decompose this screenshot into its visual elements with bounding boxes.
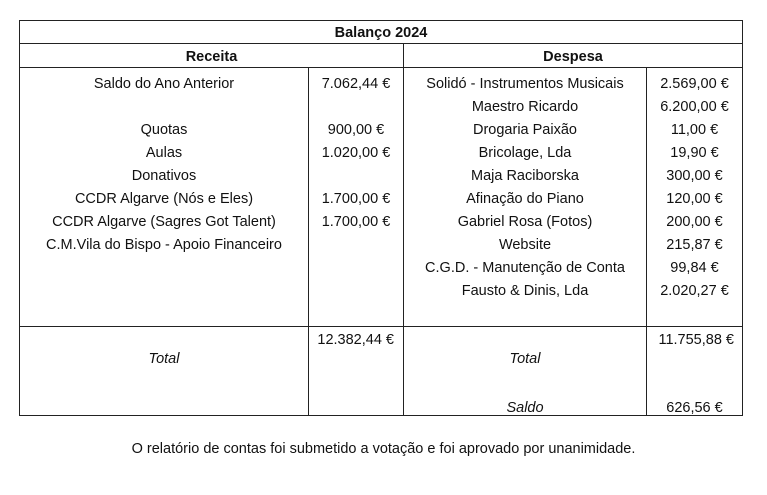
receita-amount-1: 900,00 € <box>327 122 385 138</box>
header-divider <box>20 67 742 68</box>
saldo-label: Saldo <box>506 400 544 416</box>
despesa-total-label: Total <box>509 351 541 367</box>
receita-label-0: Saldo do Ano Anterior <box>93 76 235 92</box>
receita-amount-2: 1.020,00 € <box>321 145 391 161</box>
despesa-label-6: Gabriel Rosa (Fotos) <box>457 214 593 230</box>
approval-note: O relatório de contas foi submetido a votação e foi aprovado por unanimidade. <box>131 441 636 457</box>
saldo-amount: 626,56 € <box>666 400 723 416</box>
despesa-label-2: Drogaria Paixão <box>473 122 577 138</box>
despesa-label-4: Maja Raciborska <box>471 168 579 184</box>
receita-label-1: Quotas <box>140 122 188 138</box>
title-divider <box>20 43 742 44</box>
despesa-label-5: Afinação do Piano <box>466 191 584 207</box>
despesa-label-7: Website <box>498 237 552 253</box>
receita-amount-5: 1.700,00 € <box>321 214 391 230</box>
despesa-header: Despesa <box>543 49 603 65</box>
despesa-label-9: Fausto & Dinis, Lda <box>461 283 589 299</box>
despesa-amount-7: 215,87 € <box>666 237 723 253</box>
despesa-amount-4: 300,00 € <box>666 168 723 184</box>
despesa-amount-9: 2.020,27 € <box>660 283 729 299</box>
table-title: Balanço 2024 <box>334 25 428 41</box>
despesa-label-8: C.G.D. - Manutenção de Conta <box>425 260 625 276</box>
despesa-amount-2: 11,00 € <box>670 122 719 138</box>
despesa-amount-5: 120,00 € <box>666 191 723 207</box>
despesa-label-1: Maestro Ricardo <box>471 99 579 115</box>
despesa-amount-1: 6.200,00 € <box>660 99 729 115</box>
receita-amount-0: 7.062,44 € <box>321 76 391 92</box>
despesa-amount-0: 2.569,00 € <box>660 76 729 92</box>
receita-header: Receita <box>185 49 238 65</box>
receita-label-5: CCDR Algarve (Sagres Got Talent) <box>52 214 276 230</box>
despesa-total-amount: 11.755,88 € <box>658 332 734 348</box>
totals-divider <box>20 326 742 327</box>
balance-table <box>19 20 743 416</box>
receita-label-2: Aulas <box>145 145 183 161</box>
receita-total-amount: 12.382,44 € <box>317 332 394 348</box>
despesa-amount-6: 200,00 € <box>666 214 723 230</box>
despesa-label-0: Solidó - Instrumentos Musicais <box>426 76 624 92</box>
despesa-amount-3: 19,90 € <box>670 145 719 161</box>
receita-amount-4: 1.700,00 € <box>321 191 391 207</box>
receita-amount-divider <box>308 67 309 415</box>
despesa-amount-8: 99,84 € <box>670 260 719 276</box>
despesa-label-3: Bricolage, Lda <box>478 145 572 161</box>
receita-label-6: C.M.Vila do Bispo - Apoio Financeiro <box>46 237 282 253</box>
receita-total-label: Total <box>148 351 180 367</box>
receita-label-3: Donativos <box>131 168 197 184</box>
receita-label-4: CCDR Algarve (Nós e Eles) <box>74 191 254 207</box>
